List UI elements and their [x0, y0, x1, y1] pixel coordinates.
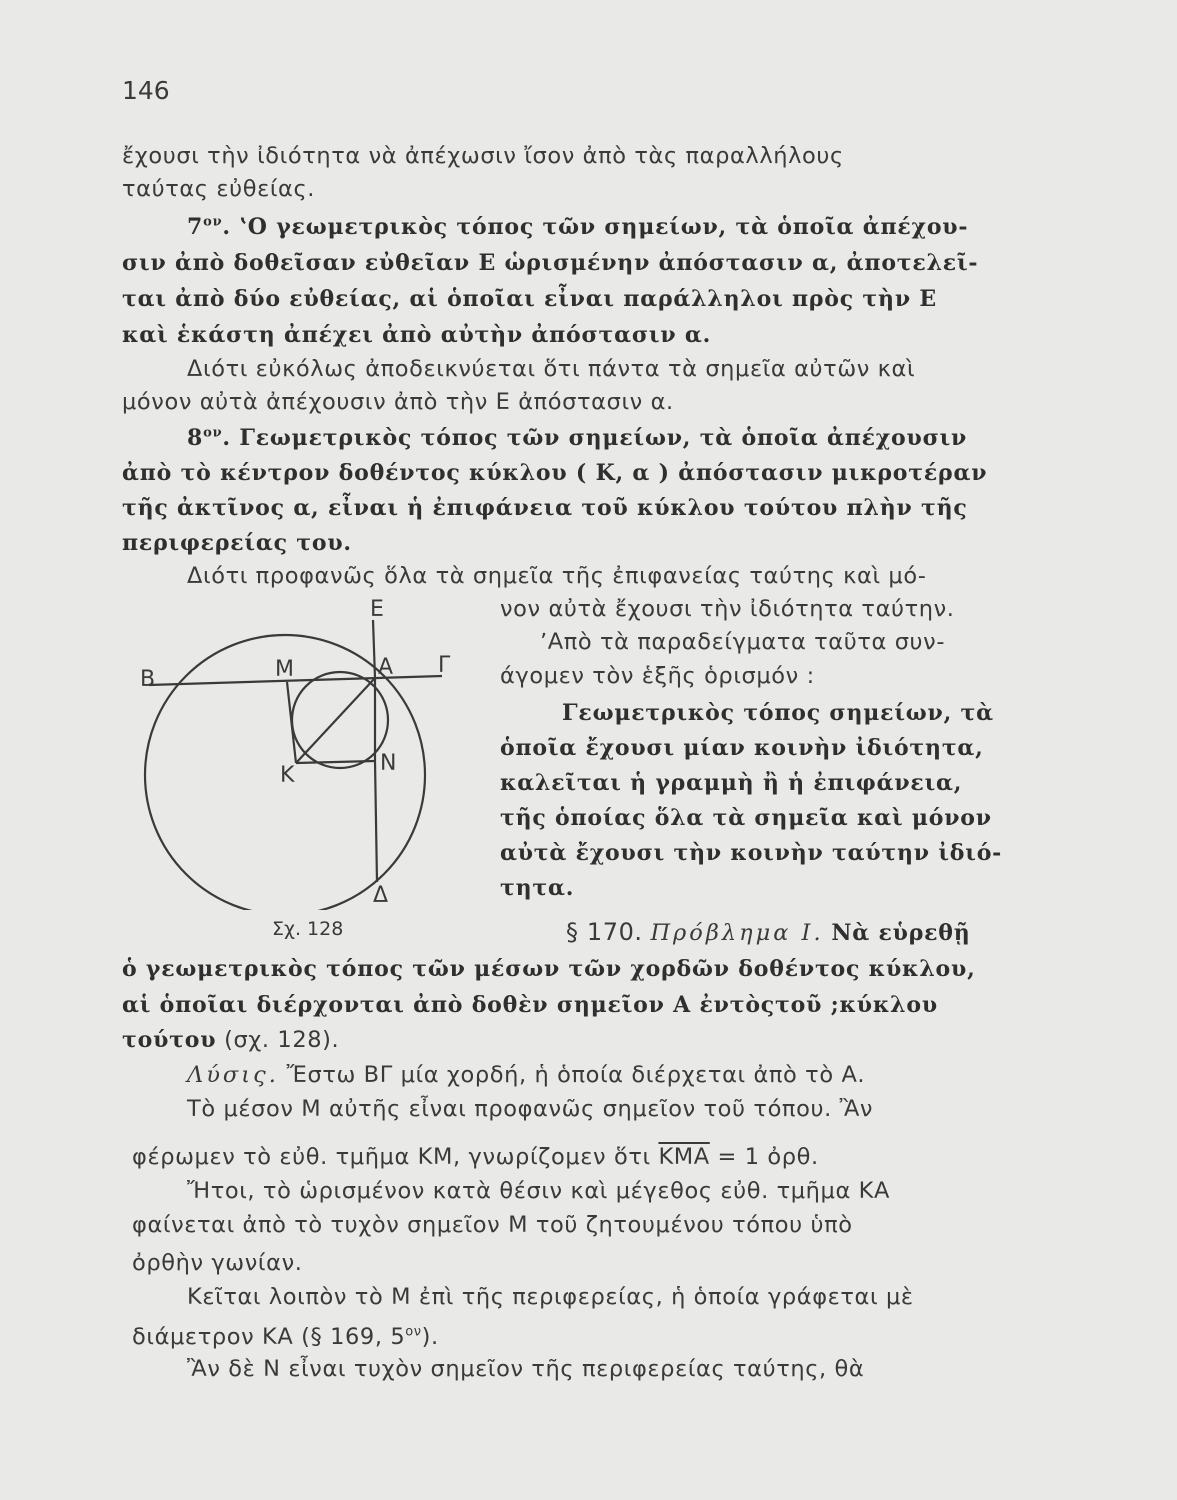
label-e: Ε: [370, 597, 384, 622]
item-number: 8: [187, 425, 204, 451]
line-text: τούτου: [122, 1027, 217, 1053]
text-line: φαίνεται ἀπὸ τὸ τυχὸν σημεῖον Μ τοῦ ζητουμένου τόπου ὑπὸ: [132, 1212, 853, 1238]
angle-symbol: $\overline{KMA}$: [658, 1144, 710, 1170]
text-line: Τὸ μέσον Μ αὐτῆς εἶναι προφανῶς σημεῖον τοῦ τόπου. Ἂν: [187, 1096, 874, 1122]
text-line: [566, 918, 971, 946]
text-line: μόνον αὐτὰ ἀπέχουσιν ἀπὸ τὴν Ε ἀπόστασιν α.: [122, 389, 674, 415]
text-line: Διότι εὐκόλως ἀποδεικνύεται ὅτι πάντα τὰ σημεῖα αὐτῶν καὶ: [187, 356, 916, 382]
text-line: νον αὐτὰ ἔχουσι τὴν ἰδιότητα ταύτην.: [500, 596, 955, 622]
line-text: . ʽΟ γεωμετρικὸς τόπος τῶν σημείων, τὰ ὁποῖα ἀπέχου-: [222, 214, 969, 240]
line-text: φέρωμεν τὸ εὐθ. τμῆμα ΚΜ, γνωρίζομεν ὅτι: [132, 1144, 659, 1170]
text-line: [187, 425, 967, 451]
section-number: § 170.: [566, 918, 643, 946]
line-text: = 1 ὀρθ.: [709, 1144, 819, 1170]
reference: (σχ. 128).: [224, 1027, 340, 1053]
line-text: . Γεωμετρικὸς τόπος τῶν σημείων, τὰ ὁποῖα ἀπέχουσιν: [222, 425, 968, 451]
text-line: περιφερείας του.: [122, 530, 352, 556]
label-b: Β: [140, 667, 156, 692]
page-number: 146: [122, 76, 170, 105]
problem-label: Πρόβλημα Ι.: [650, 920, 824, 946]
line-text: Νὰ εὑρεθῇ: [831, 920, 971, 946]
text-line: [132, 1324, 439, 1350]
text-line: ἔχουσι τὴν ἰδιότητα νὰ ἀπέχωσιν ἴσον ἀπὸ τὰς παραλλήλους: [122, 143, 844, 169]
label-g: Γ: [438, 653, 451, 678]
line-text: διάμετρον ΚΑ (§ 169, 5: [132, 1324, 406, 1350]
line-text: Ἔστω ΒΓ μία χορδή, ἡ ὁποία διέρχεται ἀπὸ τὸ Α.: [286, 1062, 866, 1088]
item-number: 7: [187, 214, 204, 240]
text-line: τῆς ὁποίας ὅλα τὰ σημεῖα καὶ μόνον: [500, 805, 992, 831]
text-line: ὁ γεωμετρικὸς τόπος τῶν μέσων τῶν χορδῶν δοθέντος κύκλου,: [122, 956, 976, 982]
inner-circle: [292, 672, 388, 768]
figure-128: [130, 590, 470, 910]
text-line: [122, 1027, 339, 1053]
text-line: Ἤτοι, τὸ ὡρισμένον κατὰ θέσιν καὶ μέγεθος εὐθ. τμῆμα ΚΑ: [187, 1178, 890, 1204]
text-line: καλεῖται ἡ γραμμὴ ἢ ἡ ἐπιφάνεια,: [500, 770, 963, 796]
text-line: αὐτὰ ἔχουσι τὴν κοινὴν ταύτην ἰδιό-: [500, 840, 1003, 866]
text-line: ταύτας εὐθείας.: [122, 176, 316, 202]
segment-ea: [373, 620, 375, 678]
text-line: καὶ ἑκάστη ἀπέχει ἀπὸ αὐτὴν ἀπόστασιν α.: [122, 322, 712, 348]
figure-caption: Σχ. 128: [272, 918, 344, 940]
text-line: [187, 1062, 865, 1088]
text-line: ἀπὸ τὸ κέντρον δοθέντος κύκλου ( Κ, α ) ἀπόστασιν μικροτέραν: [122, 460, 988, 486]
superscript: ον: [405, 1324, 422, 1340]
text-line: ὀρθὴν γωνίαν.: [132, 1250, 303, 1276]
text-line: ὁποῖα ἔχουσι μίαν κοινὴν ἰδιότητα,: [500, 735, 984, 761]
segment-km: [287, 682, 296, 763]
text-line: Γεωμετρικὸς τόπος σημείων, τὰ: [562, 700, 994, 726]
superscript: ον: [203, 425, 223, 441]
text-line: Κεῖται λοιπὸν τὸ Μ ἐπὶ τῆς περιφερείας, ἡ ὁποία γράφεται μὲ: [187, 1284, 914, 1310]
label-a: Α: [378, 655, 394, 680]
chord-bg: [149, 676, 442, 685]
solution-label: Λύσις.: [187, 1062, 279, 1088]
label-k: Κ: [280, 763, 295, 788]
text-line: [187, 214, 968, 240]
segment-nd: [375, 761, 377, 882]
label-m: Μ: [275, 657, 294, 682]
segment-ka: [296, 678, 375, 763]
text-line: [132, 1144, 819, 1170]
text-line: Ἂν δὲ Ν εἶναι τυχὸν σημεῖον τῆς περιφερείας ταύτης, θὰ: [187, 1356, 865, 1382]
text-line: Διότι προφανῶς ὅλα τὰ σημεῖα τῆς ἐπιφανείας ταύτης καὶ μό-: [187, 563, 927, 589]
text-line: τῆς ἀκτῖνος α, εἶναι ἡ ἐπιφάνεια τοῦ κύκλου τούτου πλὴν τῆς: [122, 495, 968, 521]
text-line: σιν ἀπὸ δοθεῖσαν εὐθεῖαν Ε ὡρισμένην ἀπόστασιν α, ἀποτελεῖ-: [122, 250, 979, 276]
text-line: ται ἀπὸ δύο εὐθείας, αἱ ὁποῖαι εἶναι παράλληλοι πρὸς τὴν Ε: [122, 286, 937, 312]
superscript: ον: [203, 214, 223, 230]
line-text: ).: [421, 1324, 439, 1350]
text-line: αἱ ὁποῖαι διέρχονται ἀπὸ δοθὲν σημεῖον Α ἐντὸςτοῦ ;κύκλου: [122, 992, 938, 1018]
text-line: άγομεν τὸν ἑξῆς ὁρισμόν :: [500, 663, 815, 689]
label-d: Δ: [373, 883, 389, 908]
label-n: Ν: [380, 751, 397, 776]
text-line: ʼΑπὸ τὰ παραδείγματα ταῦτα συν-: [540, 629, 946, 655]
text-line: τητα.: [500, 875, 575, 901]
